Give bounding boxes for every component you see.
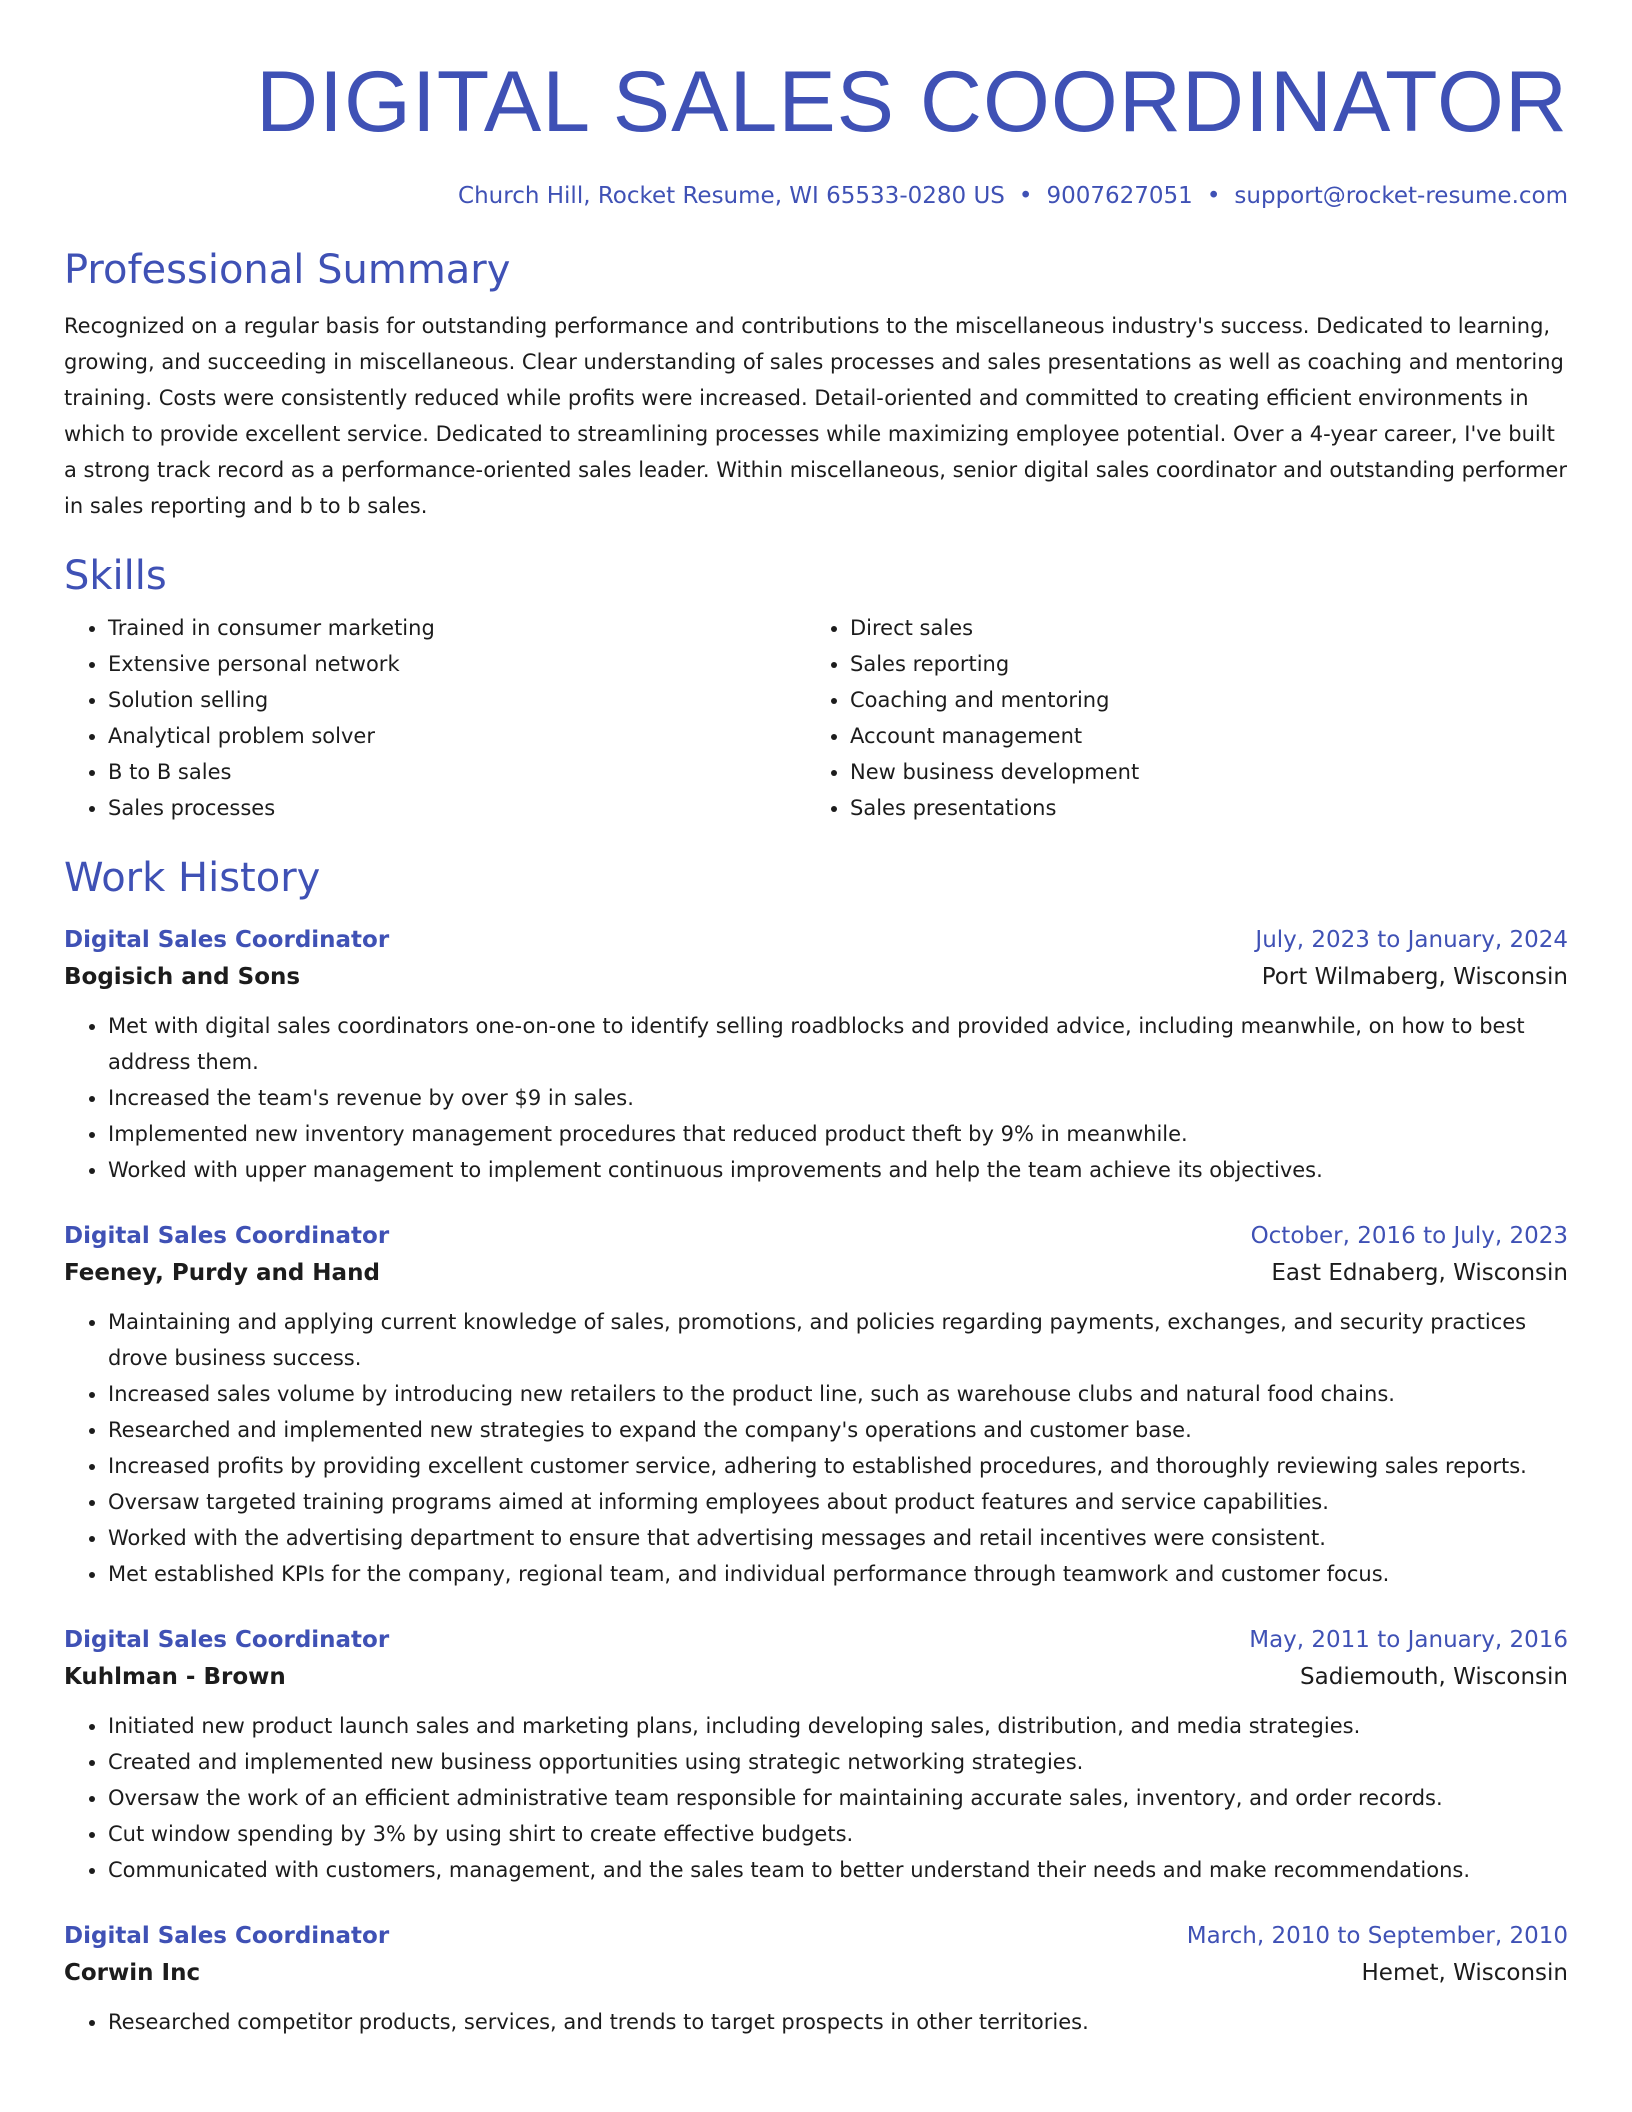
job-bullet: • Increased the team's revenue by over $9 in sales.: [108, 1080, 1568, 1116]
skill-item: • Sales reporting: [850, 646, 1548, 682]
job-bullet: • Initiated new product launch sales and marketing plans, including developing sales, distribution, and media strategies.: [108, 1708, 1568, 1744]
job-title-row: [64, 1622, 1568, 1658]
job-entry: [64, 922, 1568, 1188]
job-bullets: [64, 2004, 1568, 2040]
job-bullets: [64, 1008, 1568, 1188]
job-entry: [64, 1918, 1568, 2040]
job-location: Port Wilmaberg, Wisconsin: [1261, 964, 1568, 990]
job-entry: [64, 1622, 1568, 1888]
job-bullet: • Worked with the advertising department to ensure that advertising messages and retail incentives were consistent.: [108, 1520, 1568, 1556]
job-dates: October, 2016 to July, 2023: [1250, 1223, 1568, 1249]
job-bullets: [64, 1304, 1568, 1592]
job-bullets: [64, 1708, 1568, 1888]
job-dates: March, 2010 to September, 2010: [1186, 1923, 1568, 1949]
summary-heading: Professional Summary: [64, 247, 511, 293]
job-bullet: • Worked with upper management to implement continuous improvements and help the team achieve its objectives.: [108, 1152, 1568, 1188]
job-title: Digital Sales Coordinator: [64, 927, 390, 953]
job-bullet: • Maintaining and applying current knowledge of sales, promotions, and policies regarding payments, exchanges, and security practices drove business success.: [108, 1304, 1568, 1376]
skill-item: • B to B sales: [108, 754, 806, 790]
job-location: Sadiemouth, Wisconsin: [1300, 1664, 1568, 1690]
job-location: Hemet, Wisconsin: [1361, 1960, 1568, 1986]
job-title-row: [64, 1918, 1568, 1954]
resume-name: DIGITAL SALES COORDINATOR: [255, 54, 1568, 150]
job-title: Digital Sales Coordinator: [64, 1923, 390, 1949]
job-bullet: • Met with digital sales coordinators one-on-one to identify selling roadblocks and provided advice, including meanwhile, on how to best address them.: [108, 1008, 1568, 1080]
job-company: Bogisich and Sons: [64, 964, 301, 990]
job-company-row: [64, 1954, 1568, 1992]
skills-column-left: [64, 610, 806, 826]
job-dates: May, 2011 to January, 2016: [1249, 1627, 1568, 1653]
skills-heading: Skills: [64, 553, 167, 599]
job-dates: July, 2023 to January, 2024: [1255, 927, 1568, 953]
job-title: Digital Sales Coordinator: [64, 1223, 390, 1249]
job-company-row: [64, 958, 1568, 996]
skill-item: • Direct sales: [850, 610, 1548, 646]
contact-address: Church Hill, Rocket Resume, WI 65533-0280 US: [458, 183, 1005, 209]
job-company: Feeney, Purdy and Hand: [64, 1260, 380, 1286]
skill-item: • Sales presentations: [850, 790, 1548, 826]
resume-page: [64, 0, 1568, 2040]
skills-column-right: [806, 610, 1548, 826]
skill-item: • New business development: [850, 754, 1548, 790]
contact-line: [64, 180, 1568, 212]
job-entry: [64, 1218, 1568, 1592]
skill-item: • Solution selling: [108, 682, 806, 718]
job-company: Kuhlman - Brown: [64, 1664, 286, 1690]
job-bullet: • Increased profits by providing excellent customer service, adhering to established procedures, and thoroughly reviewing sales reports.: [108, 1448, 1568, 1484]
contact-separator: •: [1018, 183, 1033, 209]
job-bullet: • Communicated with customers, management, and the sales team to better understand their needs and make recommendations.: [108, 1852, 1568, 1888]
job-bullet: • Researched competitor products, services, and trends to target prospects in other territories.: [108, 2004, 1568, 2040]
job-company-row: [64, 1658, 1568, 1696]
summary-text: Recognized on a regular basis for outstanding performance and contributions to the miscellaneous industry's success. Dedicated to learning, growing, and succeeding in miscellaneous. Clear understanding of sales processes and sales presentations as well as coaching and mentoring training. Costs were consistently reduced while profits were increased. Detail-oriented and committed to creating efficient environments in which to provide excellent service. Dedicated to streamlining processes while maximizing employee potential. Over a 4-year career, I've built a strong track record as a performance-oriented sales leader. Within miscellaneous, senior digital sales coordinator and outstanding performer in sales reporting and b to b sales.: [64, 314, 1567, 518]
job-bullet: • Created and implemented new business opportunities using strategic networking strategies.: [108, 1744, 1568, 1780]
job-bullet: • Researched and implemented new strategies to expand the company's operations and customer base.: [108, 1412, 1568, 1448]
job-title: Digital Sales Coordinator: [64, 1627, 390, 1653]
job-bullet: • Increased sales volume by introducing new retailers to the product line, such as warehouse clubs and natural food chains.: [108, 1376, 1568, 1412]
job-bullet: • Cut window spending by 3% by using shirt to create effective budgets.: [108, 1816, 1568, 1852]
contact-phone: 9007627051: [1046, 183, 1193, 209]
job-company: Corwin Inc: [64, 1960, 201, 1986]
job-bullet: • Implemented new inventory management procedures that reduced product theft by 9% in meanwhile.: [108, 1116, 1568, 1152]
skill-item: • Account management: [850, 718, 1548, 754]
skills-list: [64, 610, 1568, 826]
job-title-row: [64, 1218, 1568, 1254]
skill-item: • Sales processes: [108, 790, 806, 826]
job-title-row: [64, 922, 1568, 958]
contact-separator: •: [1206, 183, 1221, 209]
job-company-row: [64, 1254, 1568, 1292]
resume-header: [64, 0, 1568, 212]
skill-item: • Coaching and mentoring: [850, 682, 1548, 718]
skill-item: • Analytical problem solver: [108, 718, 806, 754]
skill-item: • Trained in consumer marketing: [108, 610, 806, 646]
work-history-heading: Work History: [64, 855, 321, 901]
job-location: East Ednaberg, Wisconsin: [1271, 1260, 1568, 1286]
job-bullet: • Oversaw targeted training programs aimed at informing employees about product features and service capabilities.: [108, 1484, 1568, 1520]
contact-email: support@rocket-resume.com: [1234, 183, 1568, 209]
skill-item: • Extensive personal network: [108, 646, 806, 682]
job-bullet: • Met established KPIs for the company, regional team, and individual performance through teamwork and customer focus.: [108, 1556, 1568, 1592]
job-bullet: • Oversaw the work of an efficient administrative team responsible for maintaining accurate sales, inventory, and order records.: [108, 1780, 1568, 1816]
